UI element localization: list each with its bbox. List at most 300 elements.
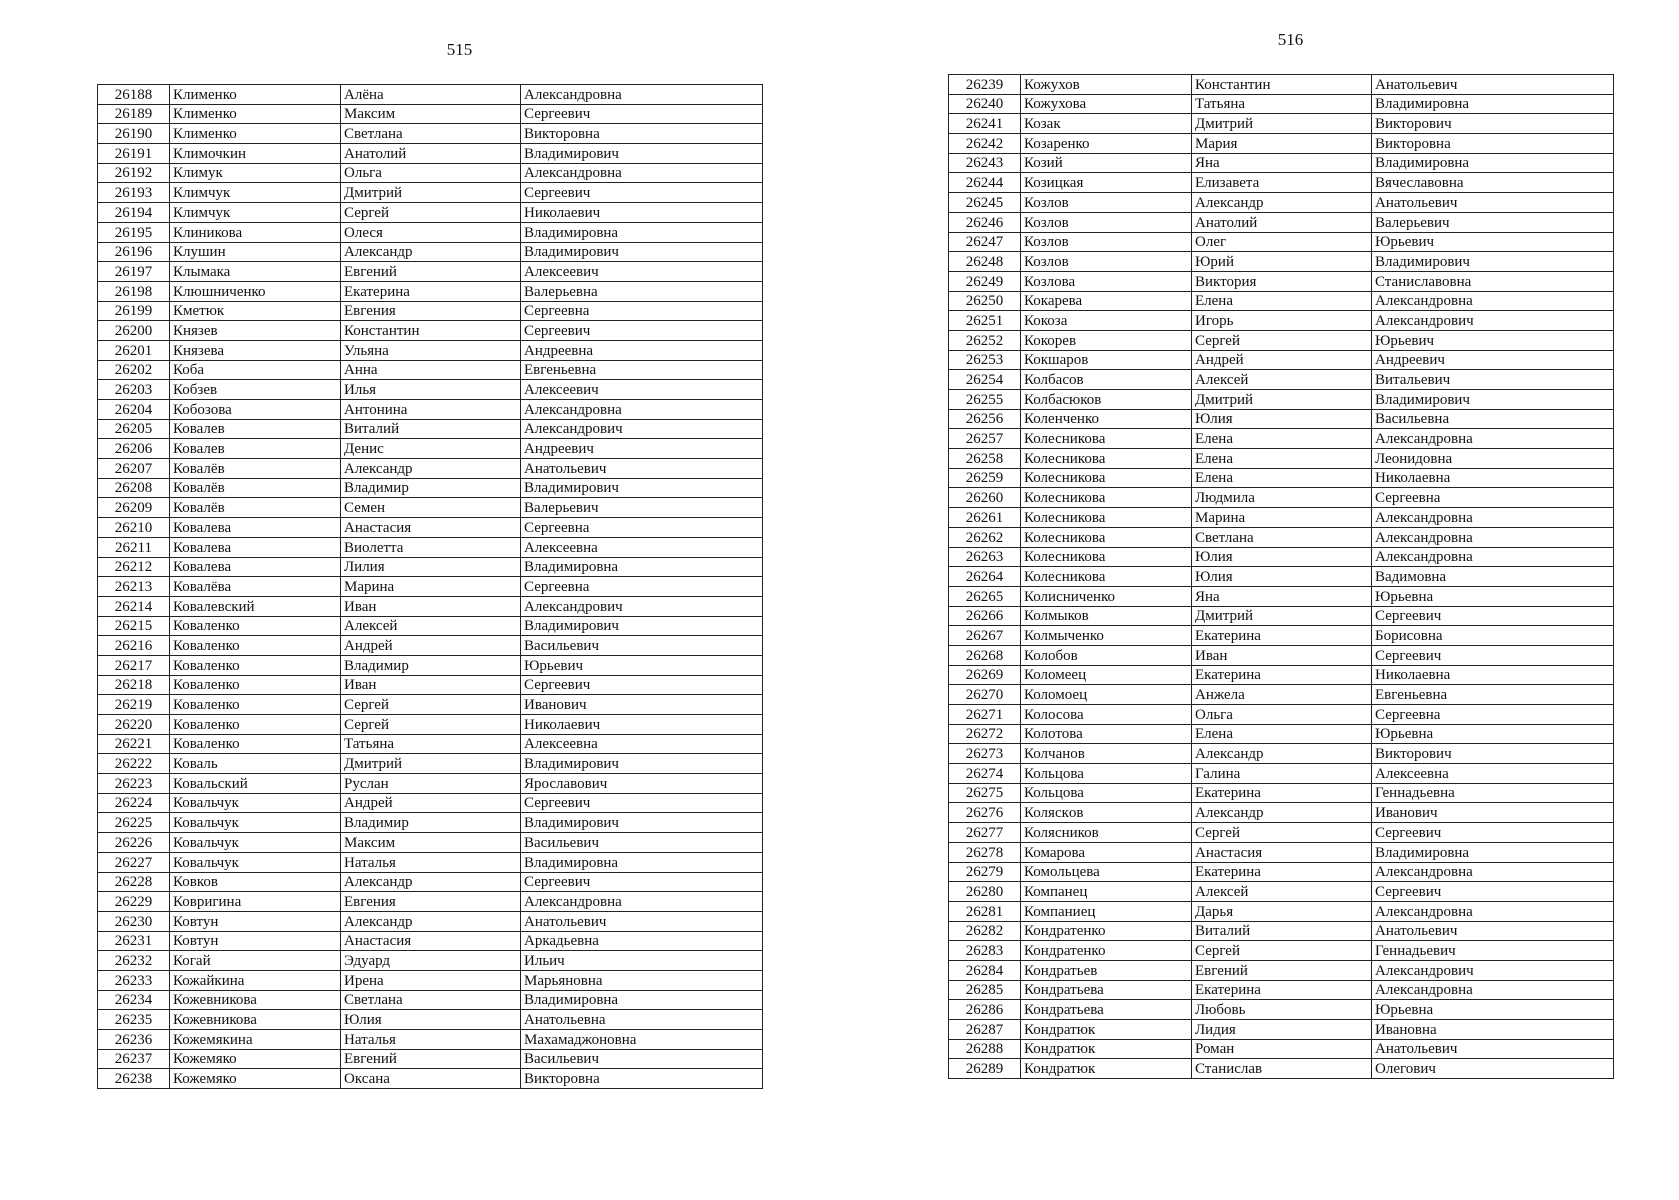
surname-cell: Коляскoв: [1021, 803, 1192, 823]
table-row: [949, 370, 1614, 390]
table-row: [949, 134, 1614, 154]
record-number-cell: 26230: [98, 911, 170, 931]
surname-cell: Комольцева: [1021, 862, 1192, 882]
first-name-cell: Елена: [1192, 468, 1372, 488]
first-name-cell: Алёна: [341, 85, 521, 105]
patronymic-cell: Владимировна: [521, 852, 763, 872]
first-name-cell: Татьяна: [341, 734, 521, 754]
first-name-cell: Виталий: [1192, 921, 1372, 941]
patronymic-cell: Евгеньевна: [521, 360, 763, 380]
first-name-cell: Ульяна: [341, 340, 521, 360]
first-name-cell: Сергей: [341, 715, 521, 735]
record-number-cell: 26285: [949, 980, 1021, 1000]
record-number-cell: 26227: [98, 852, 170, 872]
patronymic-cell: Анатольевич: [521, 459, 763, 479]
table-row: [949, 173, 1614, 193]
first-name-cell: Дмитрий: [341, 183, 521, 203]
record-number-cell: 26245: [949, 193, 1021, 213]
table-row: [98, 774, 763, 794]
table-row: [949, 823, 1614, 843]
first-name-cell: Оксана: [341, 1069, 521, 1089]
patronymic-cell: Сергеевич: [1372, 645, 1614, 665]
first-name-cell: Владимир: [341, 655, 521, 675]
table-row: [949, 586, 1614, 606]
surname-cell: Кожухов: [1021, 75, 1192, 95]
first-name-cell: Любовь: [1192, 1000, 1372, 1020]
record-number-cell: 26247: [949, 232, 1021, 252]
record-number-cell: 26219: [98, 695, 170, 715]
table-row: [949, 606, 1614, 626]
record-number-cell: 26267: [949, 626, 1021, 646]
table-row: [98, 813, 763, 833]
first-name-cell: Татьяна: [1192, 94, 1372, 114]
first-name-cell: Евгений: [341, 262, 521, 282]
patronymic-cell: Юрьевна: [1372, 724, 1614, 744]
table-row: [98, 793, 763, 813]
patronymic-cell: Сергеевич: [521, 104, 763, 124]
first-name-cell: Екатерина: [1192, 783, 1372, 803]
first-name-cell: Евгения: [341, 892, 521, 912]
record-number-cell: 26211: [98, 537, 170, 557]
table-row: [98, 557, 763, 577]
first-name-cell: Александр: [1192, 803, 1372, 823]
first-name-cell: Александр: [1192, 193, 1372, 213]
surname-cell: Клименко: [170, 104, 341, 124]
patronymic-cell: Юрьевна: [1372, 1000, 1614, 1020]
patronymic-cell: Сергеевич: [1372, 606, 1614, 626]
surname-cell: Кокшаров: [1021, 350, 1192, 370]
record-number-cell: 26216: [98, 636, 170, 656]
surname-cell: Когай: [170, 951, 341, 971]
surname-cell: Ковалева: [170, 518, 341, 538]
patronymic-cell: Александровна: [521, 85, 763, 105]
patronymic-cell: Алексеевич: [521, 380, 763, 400]
surname-cell: Кожевникова: [170, 1010, 341, 1030]
surname-cell: Ковалева: [170, 537, 341, 557]
table-row: [98, 124, 763, 144]
record-number-cell: 26287: [949, 1020, 1021, 1040]
surname-cell: Колмыченко: [1021, 626, 1192, 646]
patronymic-cell: Викторовна: [1372, 134, 1614, 154]
patronymic-cell: Сергеевна: [1372, 488, 1614, 508]
first-name-cell: Марина: [1192, 508, 1372, 528]
first-name-cell: Виталий: [341, 419, 521, 439]
patronymic-cell: Борисовна: [1372, 626, 1614, 646]
table-row: [949, 409, 1614, 429]
patronymic-cell: Владимировна: [521, 990, 763, 1010]
surname-cell: Коваль: [170, 754, 341, 774]
record-number-cell: 26265: [949, 586, 1021, 606]
surname-cell: Клиникова: [170, 222, 341, 242]
registry-table-body: [949, 75, 1614, 1079]
surname-cell: Климочкин: [170, 144, 341, 164]
table-row: [98, 104, 763, 124]
first-name-cell: Александр: [341, 242, 521, 262]
patronymic-cell: Юрьевич: [1372, 330, 1614, 350]
surname-cell: Кожемяко: [170, 1049, 341, 1069]
record-number-cell: 26255: [949, 390, 1021, 410]
surname-cell: Коваленко: [170, 655, 341, 675]
patronymic-cell: Васильевич: [521, 833, 763, 853]
patronymic-cell: Владимирович: [521, 144, 763, 164]
first-name-cell: Дмитрий: [1192, 606, 1372, 626]
first-name-cell: Олеся: [341, 222, 521, 242]
table-row: [949, 390, 1614, 410]
first-name-cell: Анна: [341, 360, 521, 380]
surname-cell: Кондратенко: [1021, 941, 1192, 961]
first-name-cell: Иван: [341, 596, 521, 616]
first-name-cell: Александр: [341, 911, 521, 931]
record-number-cell: 26199: [98, 301, 170, 321]
table-row: [949, 350, 1614, 370]
table-row: [98, 242, 763, 262]
first-name-cell: Станислав: [1192, 1059, 1372, 1079]
first-name-cell: Лилия: [341, 557, 521, 577]
first-name-cell: Анастасия: [341, 518, 521, 538]
surname-cell: Кольцова: [1021, 783, 1192, 803]
table-row: [98, 852, 763, 872]
table-row: [949, 94, 1614, 114]
surname-cell: Князева: [170, 340, 341, 360]
first-name-cell: Эдуард: [341, 951, 521, 971]
table-row: [98, 360, 763, 380]
patronymic-cell: Владимирович: [1372, 390, 1614, 410]
first-name-cell: Наталья: [341, 1030, 521, 1050]
record-number-cell: 26196: [98, 242, 170, 262]
patronymic-cell: Владимирович: [521, 813, 763, 833]
record-number-cell: 26254: [949, 370, 1021, 390]
patronymic-cell: Евгеньевна: [1372, 685, 1614, 705]
patronymic-cell: Алексеевна: [521, 537, 763, 557]
record-number-cell: 26193: [98, 183, 170, 203]
surname-cell: Кожемякина: [170, 1030, 341, 1050]
table-row: [949, 705, 1614, 725]
surname-cell: Ковков: [170, 872, 341, 892]
first-name-cell: Александр: [341, 459, 521, 479]
record-number-cell: 26273: [949, 744, 1021, 764]
first-name-cell: Алексей: [1192, 370, 1372, 390]
first-name-cell: Андрей: [341, 793, 521, 813]
surname-cell: Колясников: [1021, 823, 1192, 843]
first-name-cell: Светлана: [341, 990, 521, 1010]
patronymic-cell: Анатольевна: [521, 1010, 763, 1030]
first-name-cell: Виктория: [1192, 271, 1372, 291]
record-number-cell: 26288: [949, 1039, 1021, 1059]
surname-cell: Колмыков: [1021, 606, 1192, 626]
record-number-cell: 26238: [98, 1069, 170, 1089]
first-name-cell: Ирена: [341, 970, 521, 990]
patronymic-cell: Викторовна: [521, 1069, 763, 1089]
table-row: [98, 931, 763, 951]
page-number: 515: [446, 40, 473, 59]
patronymic-cell: Геннадьевна: [1372, 783, 1614, 803]
record-number-cell: 26261: [949, 508, 1021, 528]
surname-cell: Коваленко: [170, 675, 341, 695]
table-row: [98, 951, 763, 971]
surname-cell: Ковальчук: [170, 833, 341, 853]
table-row: [949, 882, 1614, 902]
record-number-cell: 26257: [949, 429, 1021, 449]
surname-cell: Колчанов: [1021, 744, 1192, 764]
patronymic-cell: Юрьевич: [1372, 232, 1614, 252]
surname-cell: Колесникова: [1021, 508, 1192, 528]
record-number-cell: 26239: [949, 75, 1021, 95]
surname-cell: Кокорев: [1021, 330, 1192, 350]
record-number-cell: 26205: [98, 419, 170, 439]
first-name-cell: Марина: [341, 577, 521, 597]
surname-cell: Колосова: [1021, 705, 1192, 725]
record-number-cell: 26252: [949, 330, 1021, 350]
first-name-cell: Елизавета: [1192, 173, 1372, 193]
patronymic-cell: Анатольевич: [1372, 921, 1614, 941]
record-number-cell: 26281: [949, 901, 1021, 921]
patronymic-cell: Вячеславовна: [1372, 173, 1614, 193]
patronymic-cell: Александровна: [1372, 429, 1614, 449]
surname-cell: Кокоза: [1021, 311, 1192, 331]
record-number-cell: 26222: [98, 754, 170, 774]
record-number-cell: 26259: [949, 468, 1021, 488]
patronymic-cell: Андреевич: [1372, 350, 1614, 370]
record-number-cell: 26213: [98, 577, 170, 597]
record-number-cell: 26272: [949, 724, 1021, 744]
patronymic-cell: Валерьевич: [521, 498, 763, 518]
record-number-cell: 26263: [949, 547, 1021, 567]
record-number-cell: 26248: [949, 252, 1021, 272]
table-row: [98, 970, 763, 990]
table-row: [949, 842, 1614, 862]
record-number-cell: 26262: [949, 527, 1021, 547]
record-number-cell: 26220: [98, 715, 170, 735]
surname-cell: Коваленко: [170, 636, 341, 656]
table-row: [98, 222, 763, 242]
patronymic-cell: Викторович: [1372, 114, 1614, 134]
first-name-cell: Дмитрий: [1192, 390, 1372, 410]
record-number-cell: 26188: [98, 85, 170, 105]
surname-cell: Кондратьева: [1021, 1000, 1192, 1020]
table-row: [98, 715, 763, 735]
table-row: [98, 734, 763, 754]
table-row: [949, 508, 1614, 528]
first-name-cell: Олег: [1192, 232, 1372, 252]
surname-cell: Клименко: [170, 85, 341, 105]
surname-cell: Ковалёв: [170, 459, 341, 479]
record-number-cell: 26264: [949, 567, 1021, 587]
first-name-cell: Екатерина: [1192, 626, 1372, 646]
table-row: [98, 163, 763, 183]
patronymic-cell: Александрович: [521, 419, 763, 439]
table-row: [949, 941, 1614, 961]
record-number-cell: 26226: [98, 833, 170, 853]
surname-cell: Коваленко: [170, 734, 341, 754]
table-row: [949, 1039, 1614, 1059]
table-row: [98, 400, 763, 420]
record-number-cell: 26236: [98, 1030, 170, 1050]
first-name-cell: Юрий: [1192, 252, 1372, 272]
record-number-cell: 26209: [98, 498, 170, 518]
surname-cell: Колесникова: [1021, 567, 1192, 587]
record-number-cell: 26289: [949, 1059, 1021, 1079]
table-row: [98, 340, 763, 360]
table-row: [98, 596, 763, 616]
table-row: [949, 330, 1614, 350]
record-number-cell: 26276: [949, 803, 1021, 823]
first-name-cell: Юлия: [1192, 409, 1372, 429]
patronymic-cell: Анатольевич: [1372, 1039, 1614, 1059]
surname-cell: Козлов: [1021, 193, 1192, 213]
surname-cell: Комарова: [1021, 842, 1192, 862]
record-number-cell: 26269: [949, 665, 1021, 685]
table-row: [98, 616, 763, 636]
patronymic-cell: Александровна: [521, 163, 763, 183]
surname-cell: Колотова: [1021, 724, 1192, 744]
record-number-cell: 26286: [949, 1000, 1021, 1020]
surname-cell: Козицкая: [1021, 173, 1192, 193]
patronymic-cell: Марьяновна: [521, 970, 763, 990]
record-number-cell: 26278: [949, 842, 1021, 862]
record-number-cell: 26231: [98, 931, 170, 951]
patronymic-cell: Николаевна: [1372, 665, 1614, 685]
record-number-cell: 26275: [949, 783, 1021, 803]
surname-cell: Ковальский: [170, 774, 341, 794]
first-name-cell: Дмитрий: [1192, 114, 1372, 134]
patronymic-cell: Владимировна: [1372, 842, 1614, 862]
first-name-cell: Евгений: [1192, 960, 1372, 980]
table-row: [98, 301, 763, 321]
patronymic-cell: Владимирович: [521, 242, 763, 262]
record-number-cell: 26243: [949, 153, 1021, 173]
page-number: 516: [1277, 30, 1304, 49]
first-name-cell: Сергей: [1192, 823, 1372, 843]
patronymic-cell: Сергеевич: [521, 321, 763, 341]
table-row: [949, 921, 1614, 941]
record-number-cell: 26237: [98, 1049, 170, 1069]
surname-cell: Коваленко: [170, 616, 341, 636]
record-number-cell: 26244: [949, 173, 1021, 193]
surname-cell: Климчук: [170, 183, 341, 203]
record-number-cell: 26202: [98, 360, 170, 380]
record-number-cell: 26207: [98, 459, 170, 479]
record-number-cell: 26240: [949, 94, 1021, 114]
table-row: [949, 75, 1614, 95]
table-row: [949, 960, 1614, 980]
record-number-cell: 26270: [949, 685, 1021, 705]
patronymic-cell: Николаевич: [521, 715, 763, 735]
record-number-cell: 26190: [98, 124, 170, 144]
patronymic-cell: Владимировна: [1372, 153, 1614, 173]
table-row: [949, 567, 1614, 587]
patronymic-cell: Сергеевна: [1372, 705, 1614, 725]
surname-cell: Клюшниченко: [170, 281, 341, 301]
table-row: [949, 1000, 1614, 1020]
surname-cell: Колесникова: [1021, 547, 1192, 567]
first-name-cell: Ольга: [1192, 705, 1372, 725]
table-row: [98, 85, 763, 105]
table-row: [98, 577, 763, 597]
surname-cell: Ковалёв: [170, 478, 341, 498]
surname-cell: Коломеец: [1021, 665, 1192, 685]
table-row: [949, 764, 1614, 784]
surname-cell: Компаниец: [1021, 901, 1192, 921]
surname-cell: Кондратюк: [1021, 1020, 1192, 1040]
table-row: [98, 1069, 763, 1089]
patronymic-cell: Андреевич: [521, 439, 763, 459]
patronymic-cell: Андреевна: [521, 340, 763, 360]
record-number-cell: 26283: [949, 941, 1021, 961]
table-row: [98, 498, 763, 518]
surname-cell: Ковальчук: [170, 813, 341, 833]
table-row: [98, 439, 763, 459]
surname-cell: Козлов: [1021, 232, 1192, 252]
patronymic-cell: Александрович: [521, 596, 763, 616]
record-number-cell: 26218: [98, 675, 170, 695]
record-number-cell: 26206: [98, 439, 170, 459]
first-name-cell: Александр: [341, 872, 521, 892]
surname-cell: Кондратьев: [1021, 960, 1192, 980]
patronymic-cell: Сергеевич: [521, 872, 763, 892]
record-number-cell: 26251: [949, 311, 1021, 331]
patronymic-cell: Александровна: [1372, 980, 1614, 1000]
table-row: [949, 744, 1614, 764]
patronymic-cell: Валерьевна: [521, 281, 763, 301]
table-row: [949, 468, 1614, 488]
table-row: [98, 537, 763, 557]
patronymic-cell: Ярославович: [521, 774, 763, 794]
patronymic-cell: Вадимовна: [1372, 567, 1614, 587]
patronymic-cell: Сергеевич: [521, 675, 763, 695]
record-number-cell: 26268: [949, 645, 1021, 665]
surname-cell: Климчук: [170, 203, 341, 223]
table-row: [98, 695, 763, 715]
first-name-cell: Юлия: [1192, 567, 1372, 587]
first-name-cell: Анатолий: [341, 144, 521, 164]
table-row: [949, 114, 1614, 134]
patronymic-cell: Алексеевна: [521, 734, 763, 754]
record-number-cell: 26214: [98, 596, 170, 616]
table-row: [98, 1049, 763, 1069]
record-number-cell: 26228: [98, 872, 170, 892]
record-number-cell: 26198: [98, 281, 170, 301]
record-number-cell: 26215: [98, 616, 170, 636]
table-row: [949, 429, 1614, 449]
patronymic-cell: Анатольевич: [521, 911, 763, 931]
record-number-cell: 26234: [98, 990, 170, 1010]
patronymic-cell: Александровна: [1372, 291, 1614, 311]
first-name-cell: Яна: [1192, 153, 1372, 173]
first-name-cell: Евгений: [341, 1049, 521, 1069]
table-row: [98, 144, 763, 164]
first-name-cell: Денис: [341, 439, 521, 459]
first-name-cell: Владимир: [341, 813, 521, 833]
first-name-cell: Максим: [341, 833, 521, 853]
table-row: [949, 193, 1614, 213]
first-name-cell: Дарья: [1192, 901, 1372, 921]
record-number-cell: 26253: [949, 350, 1021, 370]
patronymic-cell: Васильевич: [521, 1049, 763, 1069]
patronymic-cell: Владимирович: [521, 616, 763, 636]
surname-cell: Колесникова: [1021, 429, 1192, 449]
patronymic-cell: Витальевич: [1372, 370, 1614, 390]
patronymic-cell: Сергеевич: [1372, 823, 1614, 843]
table-row: [949, 271, 1614, 291]
table-row: [98, 1030, 763, 1050]
table-row: [949, 527, 1614, 547]
record-number-cell: 26274: [949, 764, 1021, 784]
first-name-cell: Владимир: [341, 478, 521, 498]
surname-cell: Кольцова: [1021, 764, 1192, 784]
patronymic-cell: Сергеевна: [521, 518, 763, 538]
record-number-cell: 26192: [98, 163, 170, 183]
surname-cell: Кожухова: [1021, 94, 1192, 114]
